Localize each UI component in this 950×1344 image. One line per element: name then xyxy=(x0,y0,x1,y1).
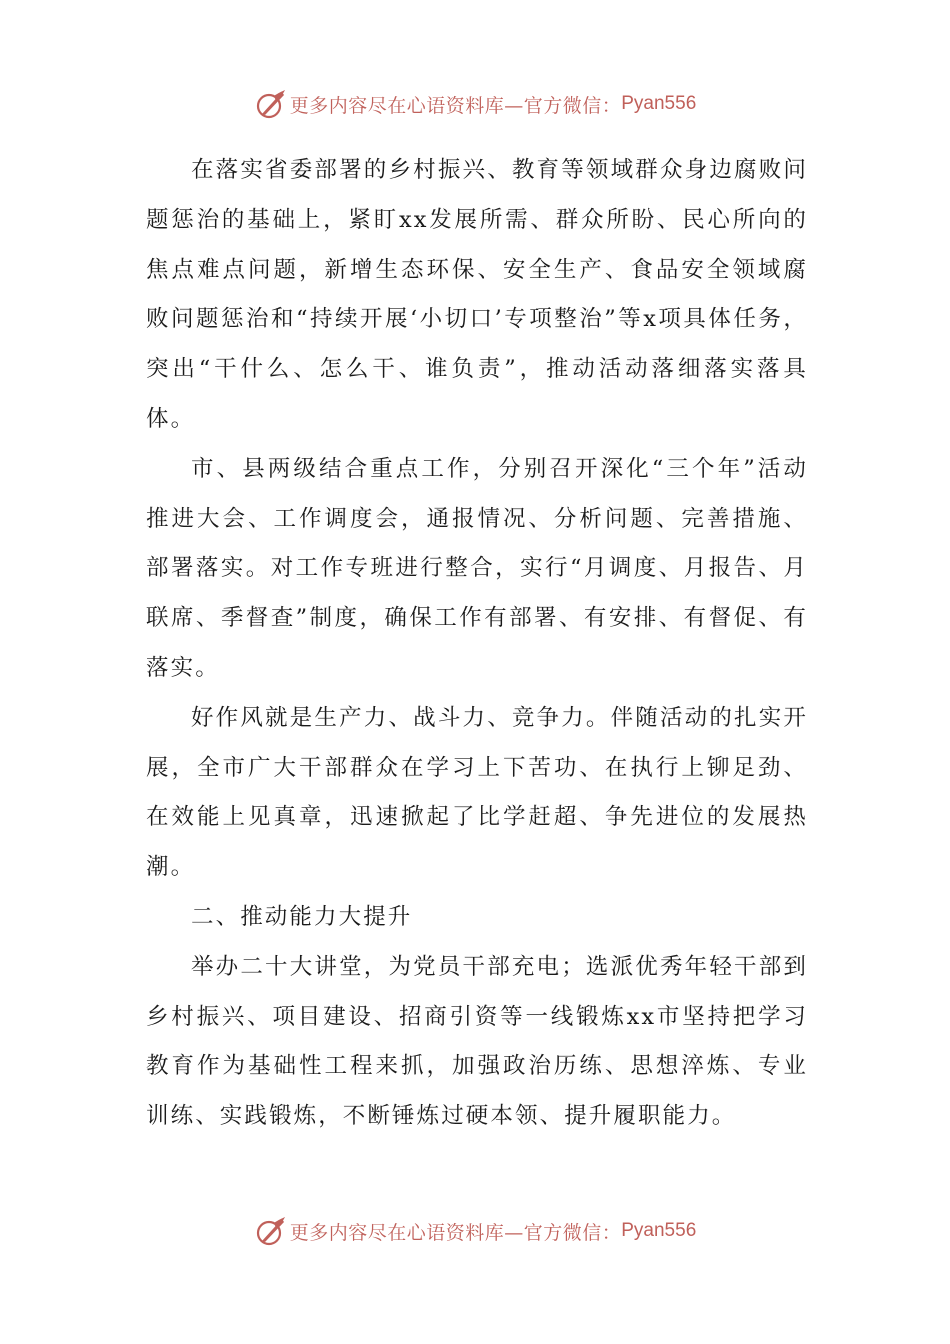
watermark-account-id: Pyan556 xyxy=(621,93,697,114)
paragraph: 举办二十大讲堂，为党员干部充电；选派优秀年轻干部到乡村振兴、项目建设、招商引资等一线锻炼xx市坚持把学习教育作为基础性工程来抓，加强政治历练、思想淬炼、专业训练、实践锻炼，不断锤炼过硬本领、提升履职能力。 xyxy=(146,953,808,1130)
quill-pen-logo-icon xyxy=(254,1214,288,1248)
paragraph: 在落实省委部署的乡村振兴、教育等领域群众身边腐败问题惩治的基础上，紧盯xx发展所需、群众所盼、民心所向的焦点难点问题，新增生态环保、安全生产、食品安全领域腐败问题惩治和“持续开展‘小切口’专项整治”等x项具体任务，突出“干什么、怎么干、谁负责”，推动活动落细落实落具体。 xyxy=(146,157,808,432)
footer-watermark xyxy=(0,1211,950,1251)
watermark-brand-text: 更多内容尽在心语资料库—官方微信： xyxy=(289,94,622,117)
document-body xyxy=(146,146,808,1142)
header-watermark xyxy=(0,84,950,124)
section-heading: 二、推动能力大提升 xyxy=(191,903,413,930)
watermark-brand-text: 更多内容尽在心语资料库—官方微信： xyxy=(289,1221,622,1244)
paragraph: 好作风就是生产力、战斗力、竞争力。伴随活动的扎实开展，全市广大干部群众在学习上下苦功、在执行上铆足劲、在效能上见真章，迅速掀起了比学赶超、争先进位的发展热潮。 xyxy=(146,704,808,881)
quill-pen-logo-icon xyxy=(254,87,288,121)
watermark-account-id: Pyan556 xyxy=(621,1220,697,1241)
paragraph: 市、县两级结合重点工作，分别召开深化“三个年”活动推进大会、工作调度会，通报情况、分析问题、完善措施、部署落实。对工作专班进行整合，实行“月调度、月报告、月联席、季督查”制度，确保工作有部署、有安排、有督促、有落实。 xyxy=(146,455,808,681)
